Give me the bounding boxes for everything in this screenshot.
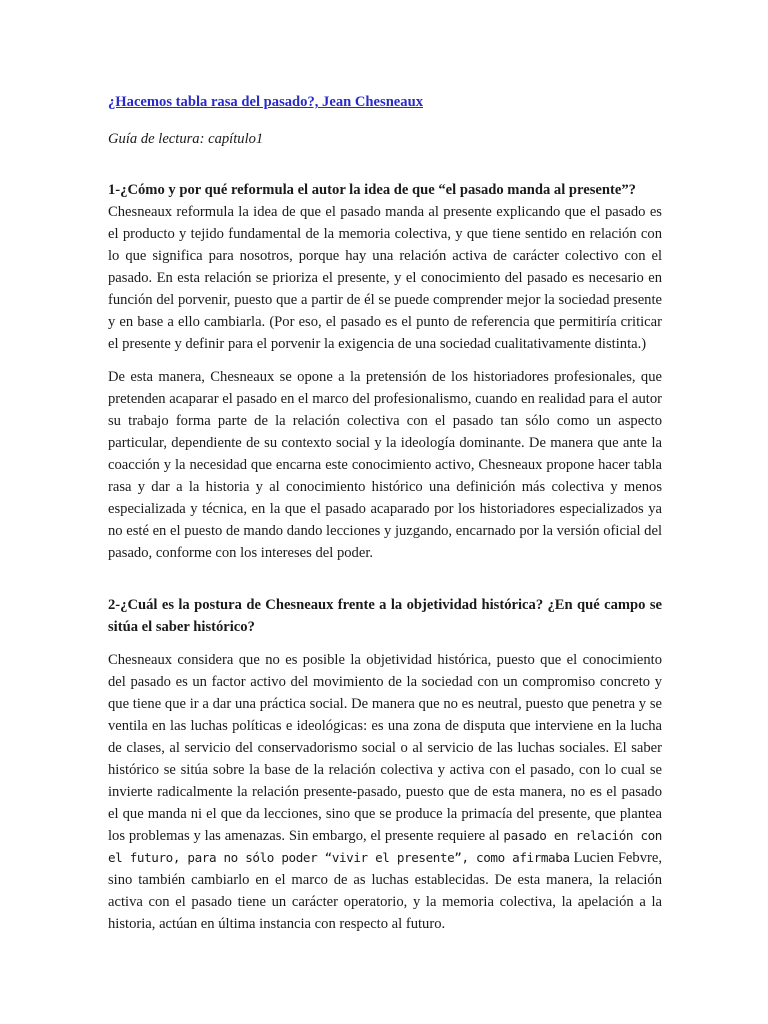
question-2: 2-¿Cuál es la postura de Chesneaux frente a la objetividad histórica? ¿En qué campo se sitúa el saber histórico? xyxy=(108,597,662,635)
question-1: 1-¿Cómo y por qué reformula el autor la idea de que “el pasado manda al presente”? xyxy=(108,182,636,198)
answer-1-paragraph: Chesneaux reformula la idea de que el pasado manda al presente explicando que el pasado es el producto y tejido fundamental de la memoria colectiva, y que tiene sentido en relación con lo que significa para nosotros, porque hay una relación activa de carácter colectivo con el pasado. En esta relación se prioriza el presente, y el conocimiento del pasado es necesario en función del porvenir, puesto que a partir de él se puede comprender mejor la sociedad presente y en base a ello cambiarla. (Por eso, el pasado es el punto de referencia que permitiría criticar el presente y definir para el porvenir la exigencia de una sociedad cualitativamente distinta.) xyxy=(108,204,662,352)
answer-2-text-end: Lucien Febvre, sino también cambiarlo en el marco de as luchas establecidas. De esta manera, la relación activa con el pasado tiene un carácter operatorio, y la memoria colectiva, la apelación a la historia, actúan en última instancia con respecto al futuro. xyxy=(108,850,662,932)
document-subtitle: Guía de lectura: capítulo1 xyxy=(108,131,264,147)
answer-2-text-start: Chesneaux considera que no es posible la objetividad histórica, puesto que el conocimiento del pasado es un factor activo del movimiento de la sociedad con un compromiso concreto y que tiene que ir a dar una práctica social. De manera que no es neutral, puesto que penetra y se ventila en las luchas políticas e ideológicas: es una zona de disputa que interviene en la lucha de clases, al servicio del conservadorismo social o al servicio de las luchas sociales. El saber histórico se sitúa sobre la base de la relación colectiva y activa con el pasado, con lo cual se invierte radicalmente la relación presente-pasado, puesto que de esta manera, no es el pasado el que manda ni el que da lecciones, sino que se produce la primacía del presente, que plantea los problemas y las amenazas. Sin embargo, el presente requiere al xyxy=(108,652,662,844)
answer-2-text-mono: pasado en relación con el futuro, para no sólo poder “vivir el presente”, como afirmaba xyxy=(108,828,662,865)
answer-2-paragraph xyxy=(108,649,662,935)
answer-1-paragraph-2: De esta manera, Chesneaux se opone a la pretensión de los historiadores profesionales, que pretenden acaparar el pasado en el marco del profesionalismo, cuando en realidad para el autor su trabajo forma parte de la relación colectiva con el pasado tan sólo como un aspecto particular, dependiente de su contexto social y la ideología dominante. De manera que ante la coacción y la necesidad que encarna este conocimiento activo, Chesneaux propone hacer tabla rasa y dar a la historia y al conocimiento histórico una definición más colectiva y menos especializada y técnica, en la que el pasado acaparado por los historiadores especializados ya no esté en el puesto de mando dando lecciones y juzgando, encarnado por la versión oficial del pasado, conforme con los intereses del poder. xyxy=(108,369,662,561)
document-title-link[interactable]: ¿Hacemos tabla rasa del pasado?, Jean Chesneaux xyxy=(108,94,423,110)
document-page xyxy=(108,92,662,935)
